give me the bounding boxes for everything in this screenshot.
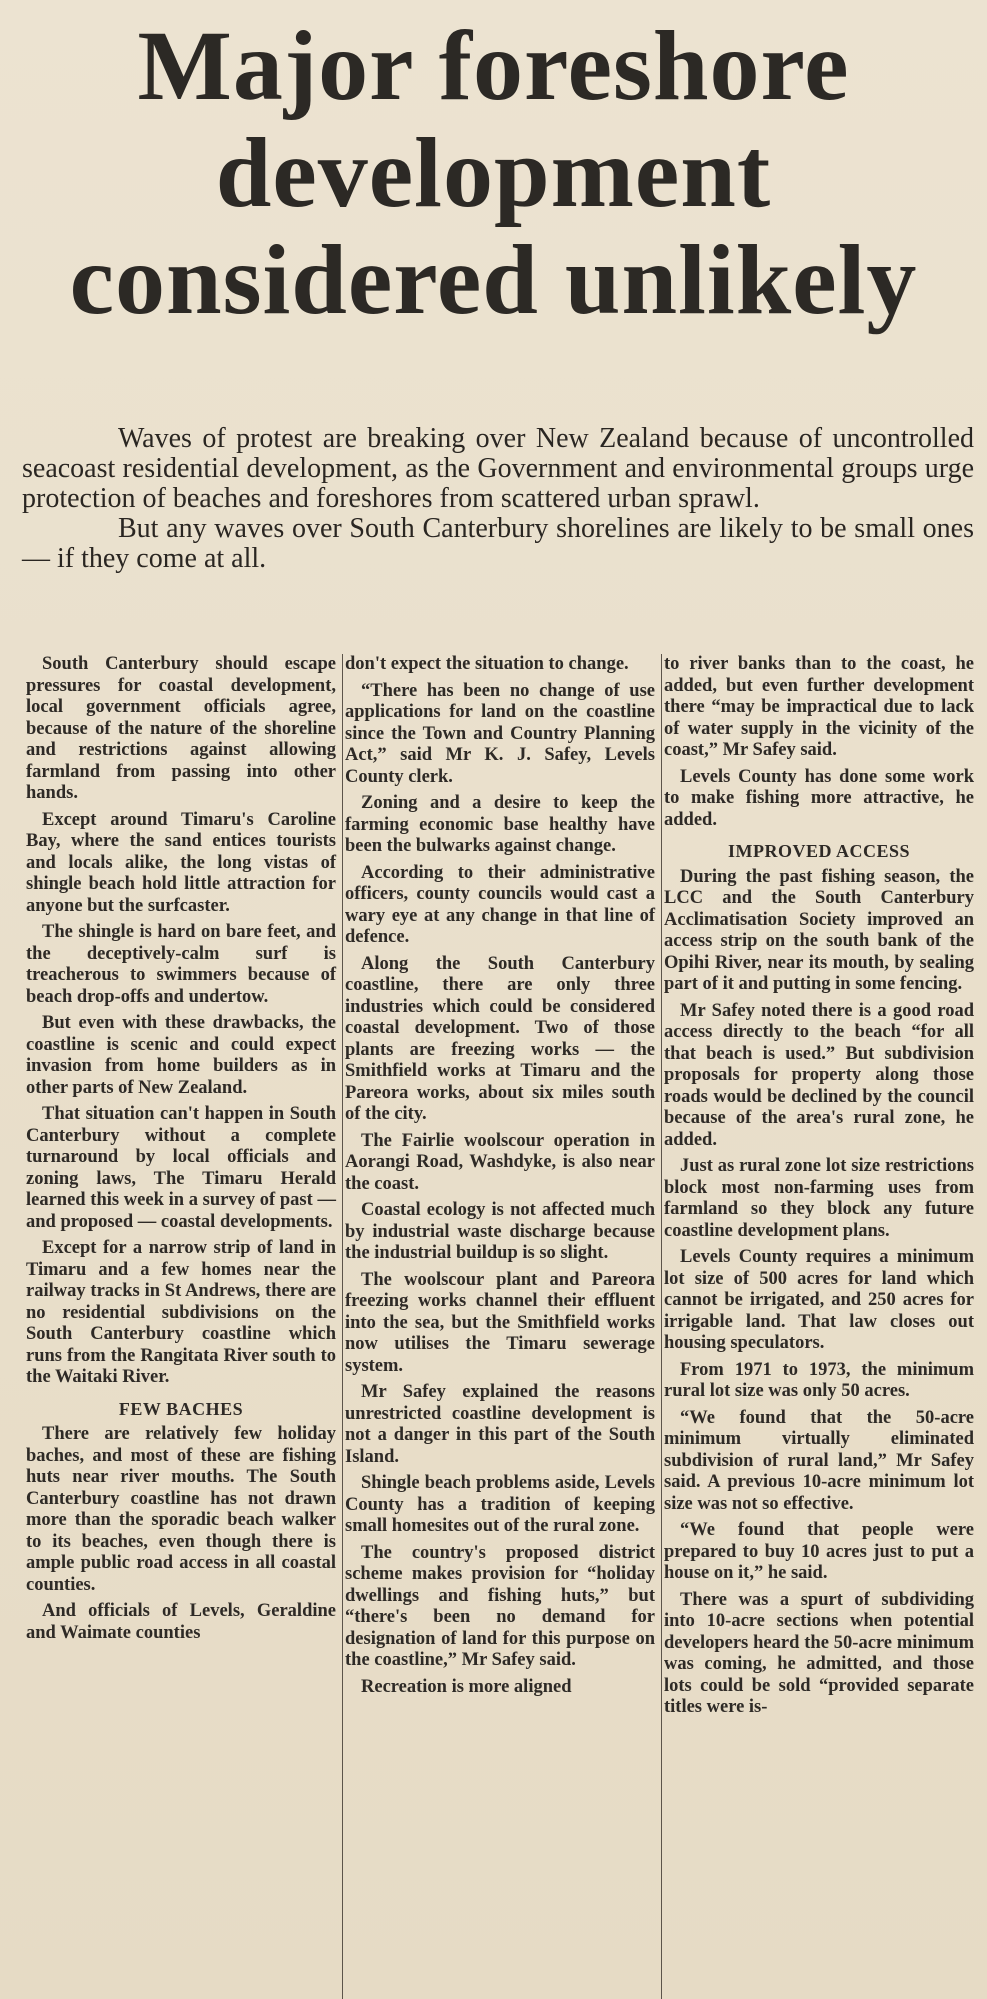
- paragraph: Except for a narrow strip of land in Timaru and a few homes near the railway tracks in St Andrews, there are no residential subdivisions on the South Canterbury coastline which runs from the Rangitata River south to the Waitaki River.: [26, 1238, 336, 1387]
- column-3: [661, 654, 980, 1999]
- paragraph: But even with these drawbacks, the coastline is scenic and could expect invasion from home builders as in other parts of New Zealand.: [26, 1013, 336, 1098]
- headline: [0, 0, 987, 333]
- paragraph: Mr Safey noted there is a good road access directly to the beach “for all that beach is used.” But subdivision proposals for property along those roads would be declined by the council because of the area's rural zone, he added.: [664, 1000, 974, 1150]
- paragraph: The woolscour plant and Pareora freezing works channel their effluent into the sea, but the Smithfield works now utilises the Timaru sewerage system.: [345, 1269, 655, 1376]
- paragraph: And officials of Levels, Geraldine and Waimate counties: [26, 1601, 336, 1643]
- paragraph: Shingle beach problems aside, Levels County has a tradition of keeping small homesites out of the rural zone.: [345, 1473, 655, 1536]
- paragraph: Along the South Canterbury coastline, there are only three industries which could be considered coastal development. Two of those plants are freezing works — the Smithfield works at Timaru and the Pareora works, about six miles south of the city.: [345, 953, 655, 1124]
- paragraph: There was a spurt of subdividing into 10-acre sections when potential developers heard the 50-acre minimum was coming, he admitted, and those lots could be sold “provided separate titles were is-: [664, 1589, 974, 1717]
- paragraph: Just as rural zone lot size restrictions block most non-farming uses from farmland so they block any future coastline development plans.: [664, 1156, 974, 1241]
- subheading-few-baches: FEW BACHES: [118, 1398, 244, 1419]
- paragraph: From 1971 to 1973, the minimum rural lot size was only 50 acres.: [664, 1359, 974, 1401]
- column-1: [24, 654, 342, 1999]
- paragraph: “We found that the 50-acre minimum virtually eliminated subdivision of rural land,” Mr Safey said. A previous 10-acre minimum lot size was not so effective.: [664, 1407, 974, 1514]
- paragraph: don't expect the situation to change.: [345, 654, 629, 674]
- paragraph: According to their administrative officers, county councils would cast a wary eye at any change in that line of defence.: [345, 862, 655, 947]
- standfirst: [22, 424, 974, 574]
- paragraph: There are relatively few holiday baches, and most of these are fishing huts near river mouths. The South Canterbury coastline has not drawn more than the sporadic beach walker to its beaches, even though there is ample public road access in all coastal counties.: [26, 1424, 336, 1595]
- paragraph: The Fairlie woolscour operation in Aorangi Road, Washdyke, is also near the coast.: [345, 1130, 655, 1194]
- paragraph: The country's proposed district scheme makes provision for “holiday dwellings and fishing huts,” but “there's been no demand for designation of land for this purpose on the coastline,” Mr Safey said.: [345, 1542, 655, 1670]
- paragraph: That situation can't happen in South Canterbury without a complete turnaround by local officials and zoning laws, The Timaru Herald learned this week in a survey of past — and proposed — coastal developments.: [26, 1104, 336, 1232]
- paragraph: Except around Timaru's Caroline Bay, where the sand entices tourists and locals alike, the long vistas of shingle beach hold little attraction for anyone but the surfcaster.: [26, 809, 336, 916]
- paragraph: Recreation is more aligned: [361, 1676, 572, 1697]
- paragraph: During the past fishing season, the LCC and the South Canterbury Acclimatisation Society improved an access strip on the south bank of the Opihi River, near its mouth, by sealing part of it and putting in some fencing.: [664, 866, 974, 994]
- article-columns: [24, 654, 984, 1999]
- paragraph: to river banks than to the coast, he added, but even further development there “may be impractical due to lack of water supply in the vicinity of the coast,” Mr Safey said.: [664, 654, 974, 760]
- paragraph: Zoning and a desire to keep the farming economic base healthy have been the bulwarks against change.: [345, 793, 655, 856]
- paragraph: Coastal ecology is not affected much by industrial waste discharge because the industrial buildup is so slight.: [345, 1200, 655, 1263]
- standfirst-paragraph-2: But any waves over South Canterbury shorelines are likely to be small ones — if they come at all.: [22, 513, 974, 574]
- headline-line-1: Major foreshore: [137, 10, 850, 121]
- paragraph: Mr Safey explained the reasons unrestricted coastline development is not a danger in this part of the South Island.: [345, 1382, 655, 1467]
- headline-line-3: considered unlikely: [69, 224, 918, 335]
- paragraph: “We found that people were prepared to buy 10 acres just to put a house on it,” he said.: [664, 1520, 974, 1583]
- standfirst-paragraph-1: Waves of protest are breaking over New Zealand because of uncontrolled seacoast residential development, as the Government and environmental groups urge protection of beaches and foreshores from scattered urban sprawl.: [22, 423, 974, 514]
- paragraph: “There has been no change of use applications for land on the coastline since the Town and Country Planning Act,” said Mr K. J. Safey, Levels County clerk.: [345, 680, 655, 787]
- paragraph: Levels County has done some work to make fishing more attractive, he added.: [664, 766, 974, 830]
- paragraph: The shingle is hard on bare feet, and the deceptively-calm surf is treacherous to swimmers because of beach drop-offs and undertow.: [26, 922, 336, 1007]
- paragraph: South Canterbury should escape pressures for coastal development, local government officials agree, because of the nature of the shoreline and restrictions against allowing farmland from passing into other hands.: [26, 654, 336, 803]
- subheading-improved-access: IMPROVED ACCESS: [727, 841, 911, 861]
- headline-line-2: development: [215, 117, 772, 228]
- paragraph: Levels County requires a minimum lot size of 500 acres for land which cannot be irrigated, and 250 acres for irrigable land. That law closes out housing speculators.: [664, 1247, 974, 1353]
- column-2: [342, 654, 661, 1999]
